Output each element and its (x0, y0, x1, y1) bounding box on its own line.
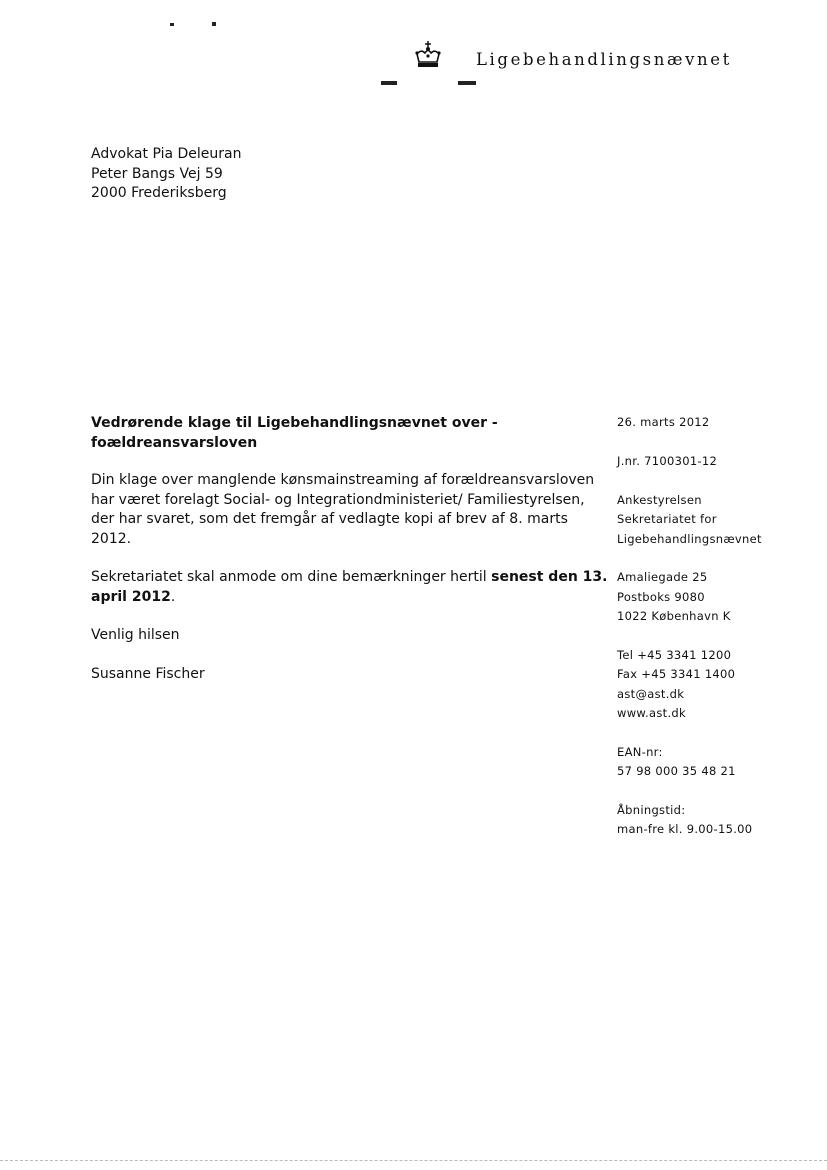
recipient-name: Advokat Pia Deleuran (91, 146, 242, 162)
opening-hours-label: Åbningstid: (617, 803, 686, 817)
paragraph-2-text: Sekretariatet skal anmode om dine bemærkninger hertil (91, 569, 492, 585)
sender-secretariat-line2: Ligebehandlingsnævnet (617, 532, 762, 546)
redaction-mark (458, 81, 476, 85)
scan-speck (212, 22, 216, 26)
recipient-street: Peter Bangs Vej 59 (91, 165, 223, 182)
recipient-address (91, 145, 241, 204)
sender-fax: Fax +45 3341 1400 (617, 667, 736, 681)
sender-city: 1022 København K (617, 609, 731, 623)
letter-closing: Venlig hilsen (91, 627, 180, 643)
sender-secretariat-line1: Sekretariatet for (617, 512, 717, 526)
case-number: J.nr. 7100301-12 (617, 454, 718, 468)
sender-street: Amaliegade 25 (617, 570, 708, 584)
recipient-city: 2000 Frederiksberg (91, 185, 227, 201)
redaction-mark (381, 81, 397, 85)
letter-date: 26. marts 2012 (617, 415, 710, 429)
ean-value: 57 98 000 35 48 21 (617, 764, 736, 778)
scan-edge-line (0, 1160, 827, 1161)
sender-agency: Ankestyrelsen (617, 493, 702, 507)
organization-name: Ligebehandlingsnævnet (476, 50, 732, 69)
crown-icon (414, 40, 442, 70)
letter-subject: Vedrørende klage til Ligebehandlingsnævnet over - foældreansvarsloven (91, 415, 498, 451)
letter-signature: Susanne Fischer (91, 666, 205, 682)
sender-website: www.ast.dk (617, 706, 686, 720)
scan-speck (170, 23, 174, 26)
paragraph-2-end: . (170, 588, 176, 605)
letter-paragraph-2 (91, 568, 611, 607)
sender-email: ast@ast.dk (617, 687, 685, 701)
letter-paragraph-1: Din klage over manglende kønsmainstreaming af forældreansvarsloven har været forelagt Social- og Integrationdministeriet/ Familiestyrelsen, der har svaret, som det fremgår af vedlagte kopi af brev af 8. marts 2012. (91, 472, 595, 547)
sender-phone: Tel +45 3341 1200 (617, 648, 732, 662)
sender-pobox: Postboks 9080 (617, 590, 705, 604)
deadline-text: senest den 13. april 2012 (91, 569, 608, 605)
ean-label: EAN-nr: (617, 745, 663, 759)
opening-hours-value: man-fre kl. 9.00-15.00 (617, 822, 753, 836)
